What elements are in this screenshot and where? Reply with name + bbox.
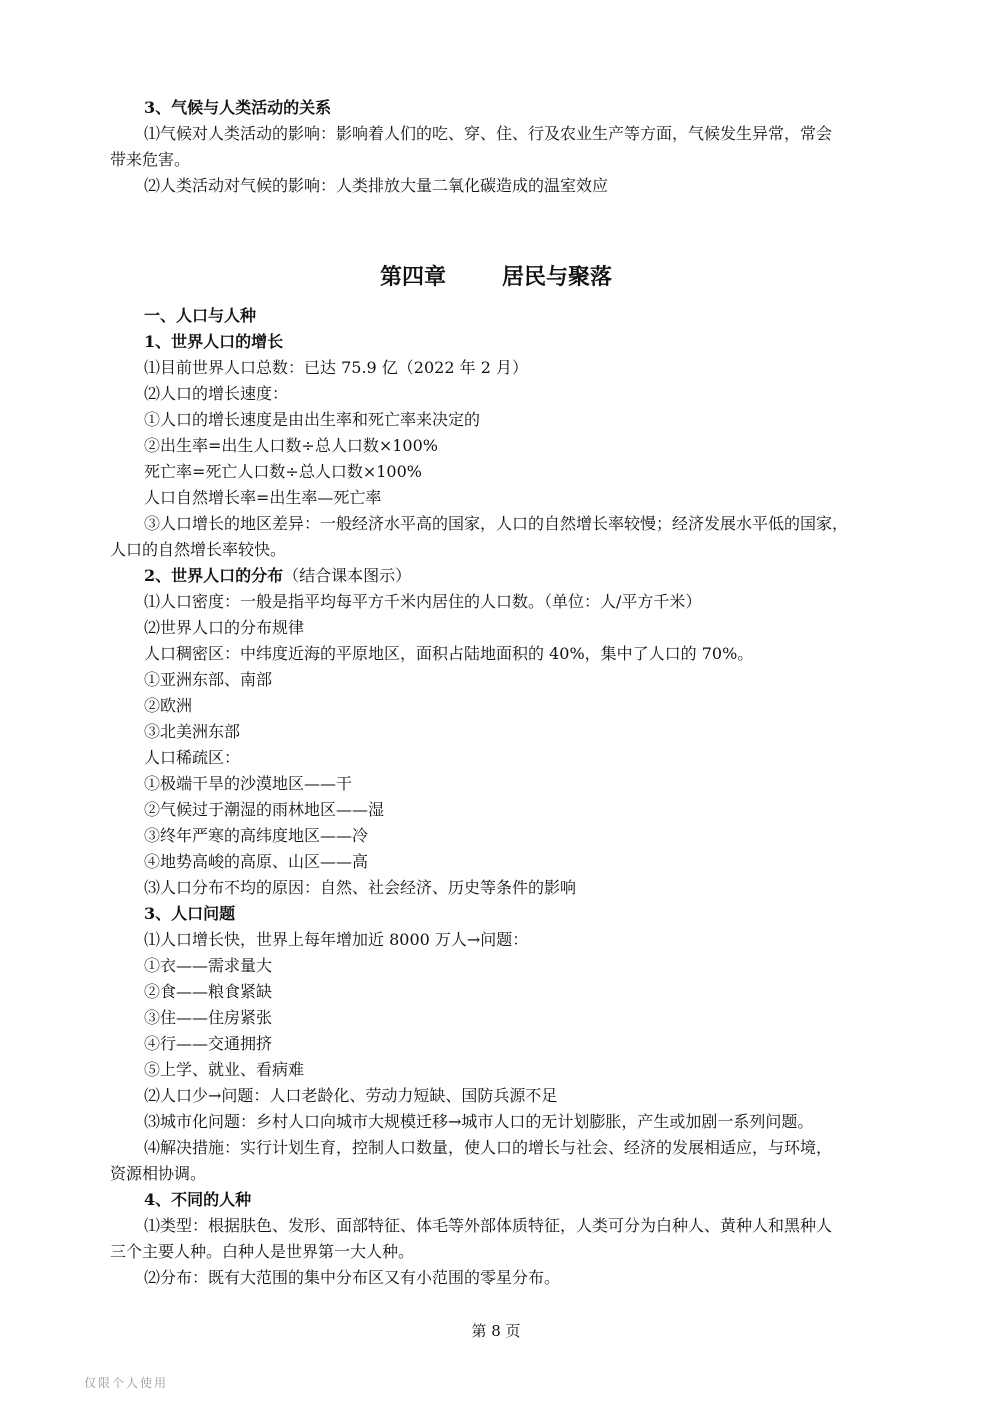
- subsection-heading: [144, 563, 934, 589]
- paragraph-line: ⑶人口分布不均的原因：自然、社会经济、历史等条件的影响: [144, 878, 577, 897]
- subsection-heading-text: 2、世界人口的分布: [144, 566, 284, 585]
- list-item: ①极端干旱的沙漠地区——干: [144, 774, 353, 793]
- list-item: ④行——交通拥挤: [144, 1034, 273, 1053]
- list-item: ②气候过于潮湿的雨林地区——湿: [144, 800, 385, 819]
- subsection-heading: 4、不同的人种: [144, 1190, 252, 1209]
- paragraph-line: 人口稠密区：中纬度近海的平原地区，面积占陆地面积的 40%，集中了人口的 70%。: [144, 644, 754, 663]
- paragraph-line: 死亡率=死亡人口数÷总人口数×100%: [144, 462, 422, 481]
- paragraph-line: 人口稀疏区：: [144, 748, 241, 767]
- paragraph-line: ⑵人口少→问题：人口老龄化、劳动力短缺、国防兵源不足: [144, 1086, 558, 1105]
- paragraph-line: ⑴气候对人类活动的影响：影响着人们的吃、穿、住、行及农业生产等方面，气候发生异常，常会: [144, 124, 833, 143]
- list-item: ①亚洲东部、南部: [144, 670, 273, 689]
- paragraph-line: 资源相协调。: [110, 1164, 207, 1183]
- list-item: ①人口的增长速度是由出生率和死亡率来决定的: [144, 410, 481, 429]
- page-number: 第 8 页: [471, 1322, 521, 1340]
- paragraph-line: 带来危害。: [110, 150, 191, 169]
- paragraph-line: ⑵分布：既有大范围的集中分布区又有小范围的零星分布。: [144, 1268, 561, 1287]
- paragraph-line: 三个主要人种。白种人是世界第一大人种。: [110, 1242, 415, 1261]
- list-item: ③住——住房紧张: [144, 1008, 273, 1027]
- subsection-heading: 1、世界人口的增长: [144, 332, 284, 351]
- list-item: ③人口增长的地区差异：一般经济水平高的国家，人口的自然增长率较慢；经济发展水平低的国家，: [144, 514, 849, 533]
- paragraph-line: ⑶城市化问题：乡村人口向城市大规模迁移→城市人口的无计划膨胀，产生或加剧一系列问题。: [144, 1112, 814, 1131]
- paragraph-line: ⑷解决措施：实行计划生育，控制人口数量，使人口的增长与社会、经济的发展相适应，与环境，: [144, 1138, 833, 1157]
- list-item: ③北美洲东部: [144, 722, 241, 741]
- list-item: ②欧洲: [144, 696, 193, 715]
- paragraph-line: ⑴人口增长快，世界上每年增加近 8000 万人→问题：: [144, 930, 529, 949]
- paragraph-line: 人口自然增长率=出生率—死亡率: [144, 488, 382, 507]
- list-item: ②食——粮食紧缺: [144, 982, 273, 1001]
- chapter-number: 第四章: [379, 264, 446, 290]
- subsection-heading-note: （结合课本图示）: [283, 566, 412, 585]
- paragraph-line: ⑵世界人口的分布规律: [144, 618, 305, 637]
- list-item: ②出生率=出生人口数÷总人口数×100%: [144, 436, 438, 455]
- list-item: ①衣——需求量大: [144, 956, 273, 975]
- watermark: 仅限个人使用: [84, 1376, 169, 1390]
- paragraph-line: 人口的自然增长率较快。: [110, 540, 287, 559]
- list-item: ④地势高峻的高原、山区——高: [144, 852, 369, 871]
- paragraph-line: ⑴人口密度：一般是指平均每平方千米内居住的人口数。（单位：人/平方千米）: [144, 592, 702, 611]
- list-item: ③终年严寒的高纬度地区——冷: [144, 826, 369, 845]
- list-item: ⑤上学、就业、看病难: [144, 1060, 305, 1079]
- paragraph-line: ⑴目前世界人口总数：已达 75.9 亿（2022 年 2 月）: [144, 358, 528, 377]
- section-heading: 一、人口与人种: [144, 306, 257, 325]
- section-heading-climate: 3、气候与人类活动的关系: [144, 98, 332, 117]
- chapter-name: 居民与聚落: [502, 264, 613, 290]
- chapter-title: [0, 262, 992, 292]
- paragraph-line: ⑵人口的增长速度：: [144, 384, 289, 403]
- paragraph-line: ⑴类型：根据肤色、发形、面部特征、体毛等外部体质特征，人类可分为白种人、黄种人和黑种人: [144, 1216, 833, 1235]
- subsection-heading: 3、人口问题: [144, 904, 236, 923]
- paragraph-line: ⑵人类活动对气候的影响：人类排放大量二氧化碳造成的温室效应: [144, 176, 609, 195]
